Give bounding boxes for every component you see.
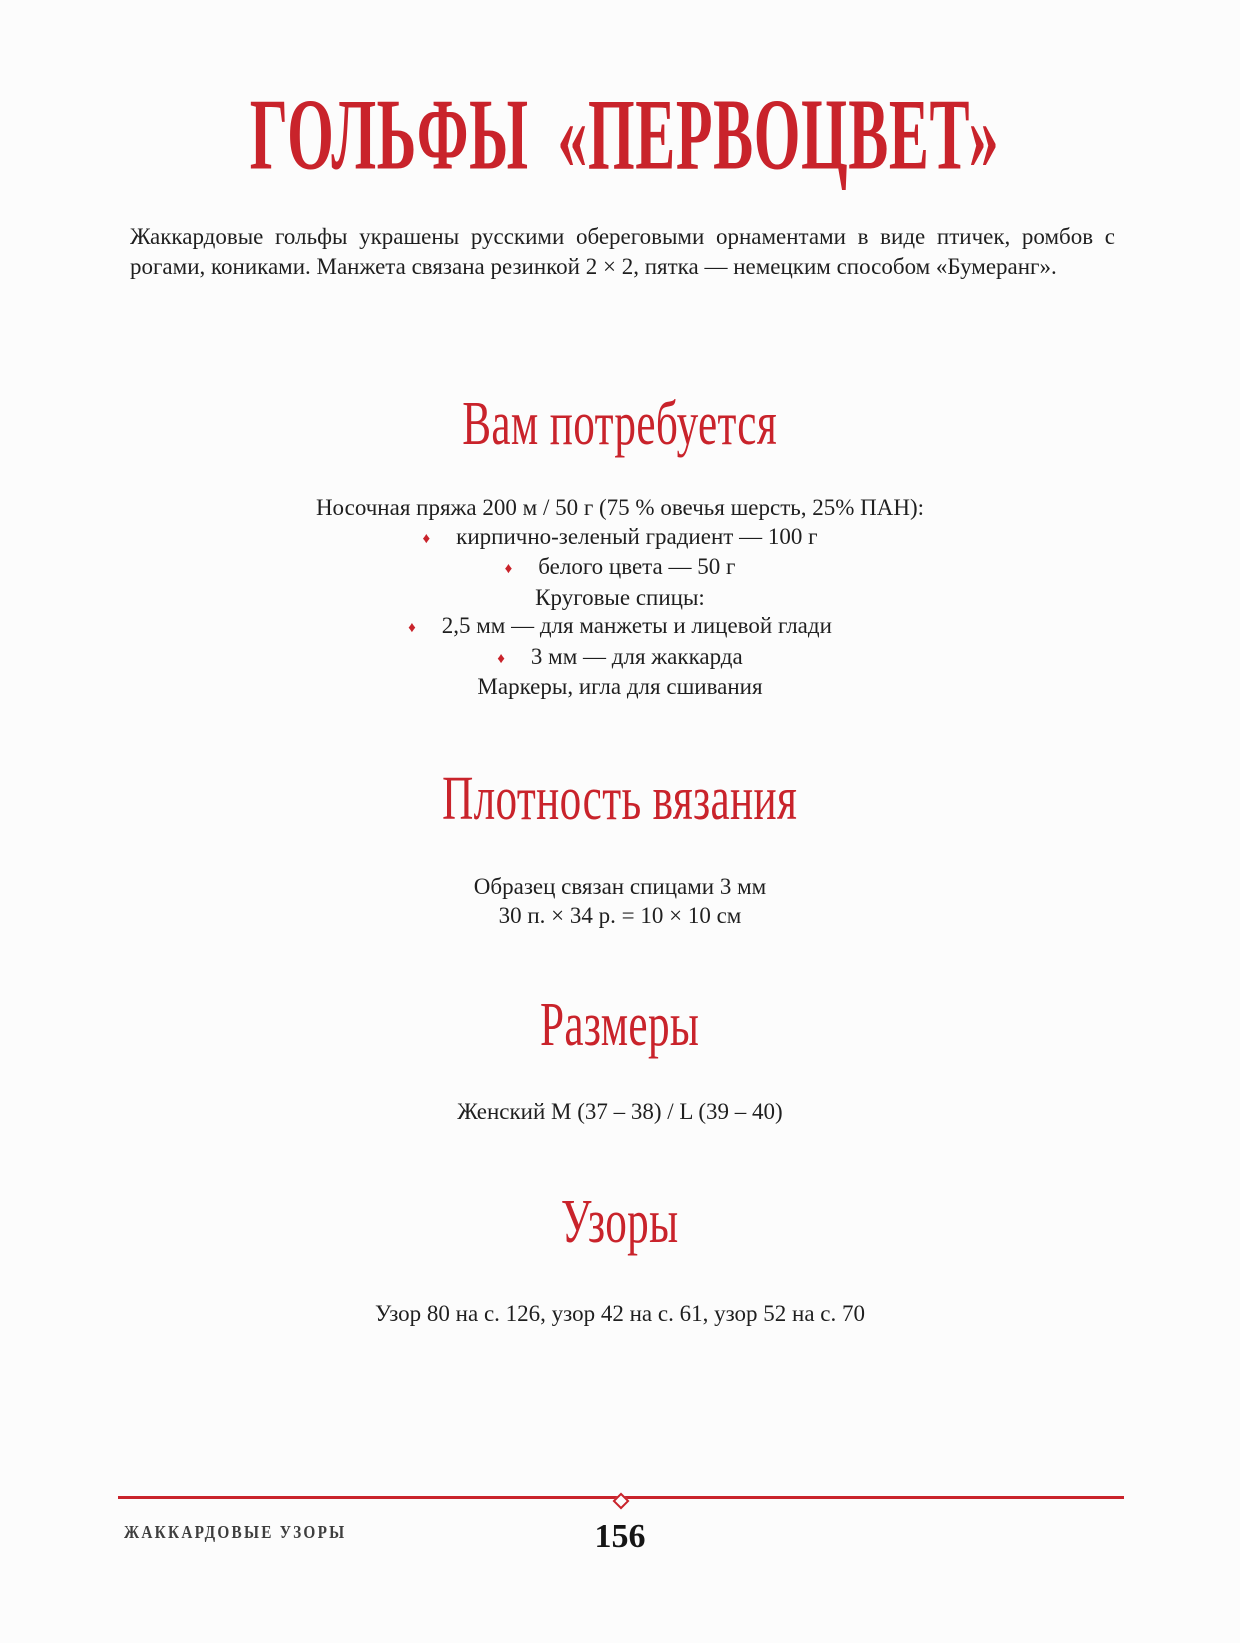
footer-rule — [118, 1496, 1124, 1499]
list-item — [0, 612, 1240, 643]
list-item-text: 2,5 мм — для манжеты и лицевой глади — [441, 613, 832, 638]
diamond-bullet-icon: ♦ — [504, 561, 513, 577]
list-item — [0, 643, 1240, 674]
diamond-bullet-icon: ♦ — [408, 620, 416, 636]
sizes-line — [0, 1098, 1240, 1127]
diamond-ornament-icon — [613, 1493, 630, 1510]
diamond-bullet-icon: ♦ — [497, 650, 505, 667]
list-item-text: белого цвета — 50 г — [538, 554, 736, 579]
list-item-text: Узор 80 на с. 126, узор 42 на с. 61, узор 52 на с. 70 — [374, 1301, 866, 1326]
list-item — [0, 872, 1240, 901]
list-item-text: Маркеры, игла для сшивания — [477, 674, 763, 699]
section-heading-patterns: Узоры — [561, 1186, 679, 1256]
list-item-text: Образец связан спицами 3 мм — [473, 874, 767, 899]
list-item — [0, 494, 1240, 523]
page-title-text: ГОЛЬФЫ «ПЕРВОЦВЕТ» — [249, 77, 1000, 192]
list-item-text: кирпично-зеленый градиент — 100 г — [456, 523, 818, 549]
gauge-lines — [0, 872, 1240, 930]
diamond-bullet-icon: ♦ — [422, 530, 431, 547]
list-item-text: Женский M (37 – 38) / L (39 – 40) — [457, 1099, 783, 1124]
list-item — [0, 901, 1240, 930]
list-item — [0, 523, 1240, 554]
list-item-text: Круговые спицы: — [535, 584, 705, 610]
patterns-line — [0, 1300, 1240, 1329]
list-item-text: Носочная пряжа 200 м / 50 г (75 % овечья шерсть, 25% ПАН): — [315, 495, 925, 520]
section-heading-gauge: Плотность вязания — [442, 763, 798, 833]
intro-paragraph: Жаккардовые гольфы украшены русскими обереговыми орнаментами в виде птичек, ромбов с рогами, кониками. Манжета связана резинкой 2 × 2, пятка — немецким способом «Бумеранг». — [130, 224, 1115, 279]
section-heading-sizes: Размеры — [540, 989, 700, 1059]
list-item — [0, 1098, 1240, 1127]
list-item-text: 3 мм — для жаккарда — [530, 643, 743, 669]
list-item — [0, 584, 1240, 613]
page-number: 156 — [594, 1518, 646, 1555]
list-item — [0, 673, 1240, 702]
list-item — [0, 1300, 1240, 1329]
section-heading-you-will-need: Вам потребуется — [462, 388, 778, 458]
page-title — [0, 77, 1240, 192]
materials-list — [0, 494, 1240, 702]
list-item-text: 30 п. × 34 р. = 10 × 10 см — [498, 903, 742, 928]
list-item — [0, 553, 1240, 584]
footer-running-title: ЖАККАРДОВЫЕ УЗОРЫ — [124, 1522, 347, 1543]
